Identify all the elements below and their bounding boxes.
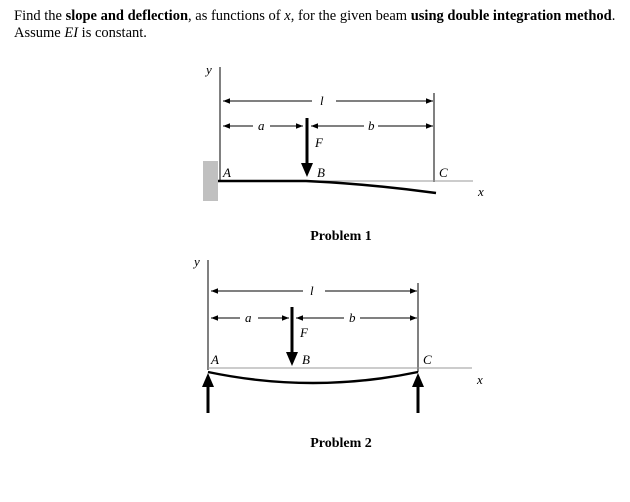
p1-fixed-wall (203, 161, 218, 201)
statement-bold-slope-deflection: slope and deflection (65, 8, 189, 24)
p1-point-a-label: A (223, 165, 231, 180)
problem-2-figure (192, 254, 483, 451)
p2-y-axis-label: y (194, 254, 200, 269)
p2-b-label: b (349, 310, 356, 325)
p2-point-b-label: B (302, 352, 310, 367)
p1-x-axis-label: x (478, 184, 484, 199)
p2-point-c-label: C (423, 352, 432, 367)
p1-deflected-beam (218, 181, 436, 193)
problem-1-figure (203, 62, 484, 244)
statement-text: Find the (14, 8, 66, 24)
p2-reaction-c-arrowhead (412, 373, 424, 387)
p1-span-label: l (320, 93, 324, 108)
p1-force-label: F (315, 135, 323, 150)
statement-variable-x: x (284, 8, 291, 24)
statement-text: , as functions of (188, 8, 285, 24)
p2-x-axis-label: x (477, 372, 483, 387)
p1-y-axis-label: y (206, 62, 212, 77)
p2-caption: Problem 2 (310, 436, 372, 451)
statement-text: Assume (14, 25, 65, 41)
p2-point-a-label: A (211, 352, 219, 367)
p2-deflected-beam (208, 372, 418, 383)
p1-force-arrowhead (301, 163, 313, 177)
p2-force-arrowhead (286, 352, 298, 366)
statement-ei: EI (64, 25, 79, 41)
p1-b-label: b (368, 118, 375, 133)
statement-text: is constant. (78, 25, 147, 41)
p2-reaction-a-arrowhead (202, 373, 214, 387)
p1-point-b-label: B (317, 165, 325, 180)
p1-a-label: a (258, 118, 265, 133)
p2-force-label: F (300, 325, 308, 340)
p2-a-label: a (245, 310, 252, 325)
p2-span-label: l (310, 283, 314, 298)
p1-caption: Problem 1 (310, 229, 372, 244)
statement-text: , for the given beam (290, 8, 411, 24)
statement-bold-method: using double integration method (410, 8, 612, 24)
statement-text: . (611, 8, 616, 24)
p1-point-c-label: C (439, 165, 448, 180)
